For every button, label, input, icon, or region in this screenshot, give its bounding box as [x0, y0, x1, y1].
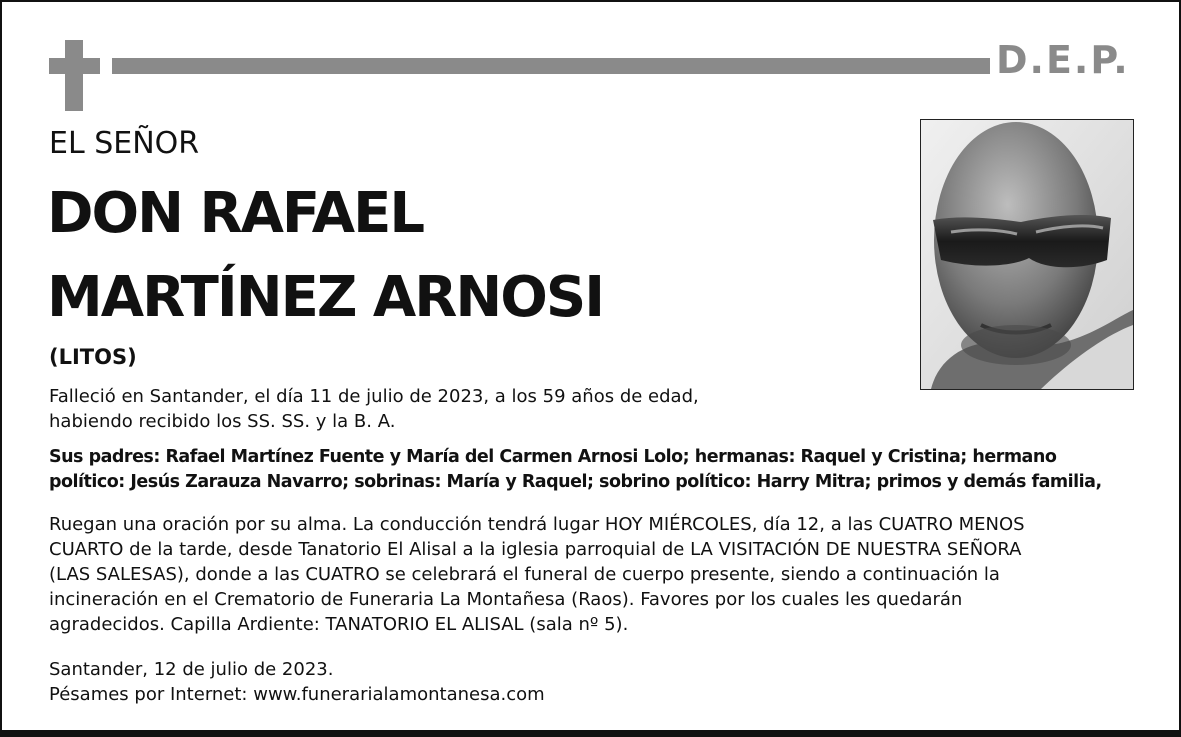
service-line-3: (LAS SALESAS), donde a las CUATRO se celebrará el funeral de cuerpo presente, siendo a continuación la — [49, 564, 1000, 585]
dep-mark: D.E.P. — [996, 38, 1130, 82]
service-line-5: agradecidos. Capilla Ardiente: TANATORIO EL ALISAL (sala nº 5). — [49, 614, 629, 635]
family-line-2: político: Jesús Zarauza Navarro; sobrinas: María y Raquel; sobrino político: Harry Mitra; primos y demás familia, — [49, 472, 1102, 492]
service-line-4: incineración en el Crematorio de Funeraria La Montañesa (Raos). Favores por los cuales les quedarán — [49, 589, 963, 610]
service-details — [49, 512, 1159, 637]
service-line-2: CUARTO de la tarde, desde Tanatorio El Alisal a la iglesia parroquial de LA VISITACIÓN DE NUESTRA SEÑORA — [49, 539, 1022, 560]
cross-icon — [65, 40, 83, 111]
honorific: EL SEÑOR — [49, 126, 200, 161]
portrait-illustration — [921, 120, 1133, 389]
header-rule — [112, 58, 990, 74]
name-line-2: MARTÍNEZ ARNOSI — [47, 265, 604, 330]
deceased-name — [47, 172, 603, 340]
date-line: Santander, 12 de julio de 2023. — [49, 659, 334, 680]
death-notice — [49, 384, 769, 434]
family-line-1: Sus padres: Rafael Martínez Fuente y María del Carmen Arnosi Lolo; hermanas: Raquel y Cristina; hermano — [49, 447, 1057, 467]
name-line-1: DON RAFAEL — [47, 181, 424, 246]
death-line-1: Falleció en Santander, el día 11 de julio de 2023, a los 59 años de edad, — [49, 386, 699, 407]
alias: (LITOS) — [49, 345, 137, 369]
family-list — [49, 445, 1159, 495]
closing — [49, 657, 849, 707]
service-line-1: Ruegan una oración por su alma. La conducción tendrá lugar HOY MIÉRCOLES, día 12, a las CUATRO MENOS — [49, 514, 1025, 535]
death-line-2: habiendo recibido los SS. SS. y la B. A. — [49, 411, 396, 432]
cross-icon-bar — [49, 58, 100, 74]
portrait-photo — [920, 119, 1134, 390]
condolences-web: Pésames por Internet: www.funerarialamontanesa.com — [49, 684, 545, 705]
